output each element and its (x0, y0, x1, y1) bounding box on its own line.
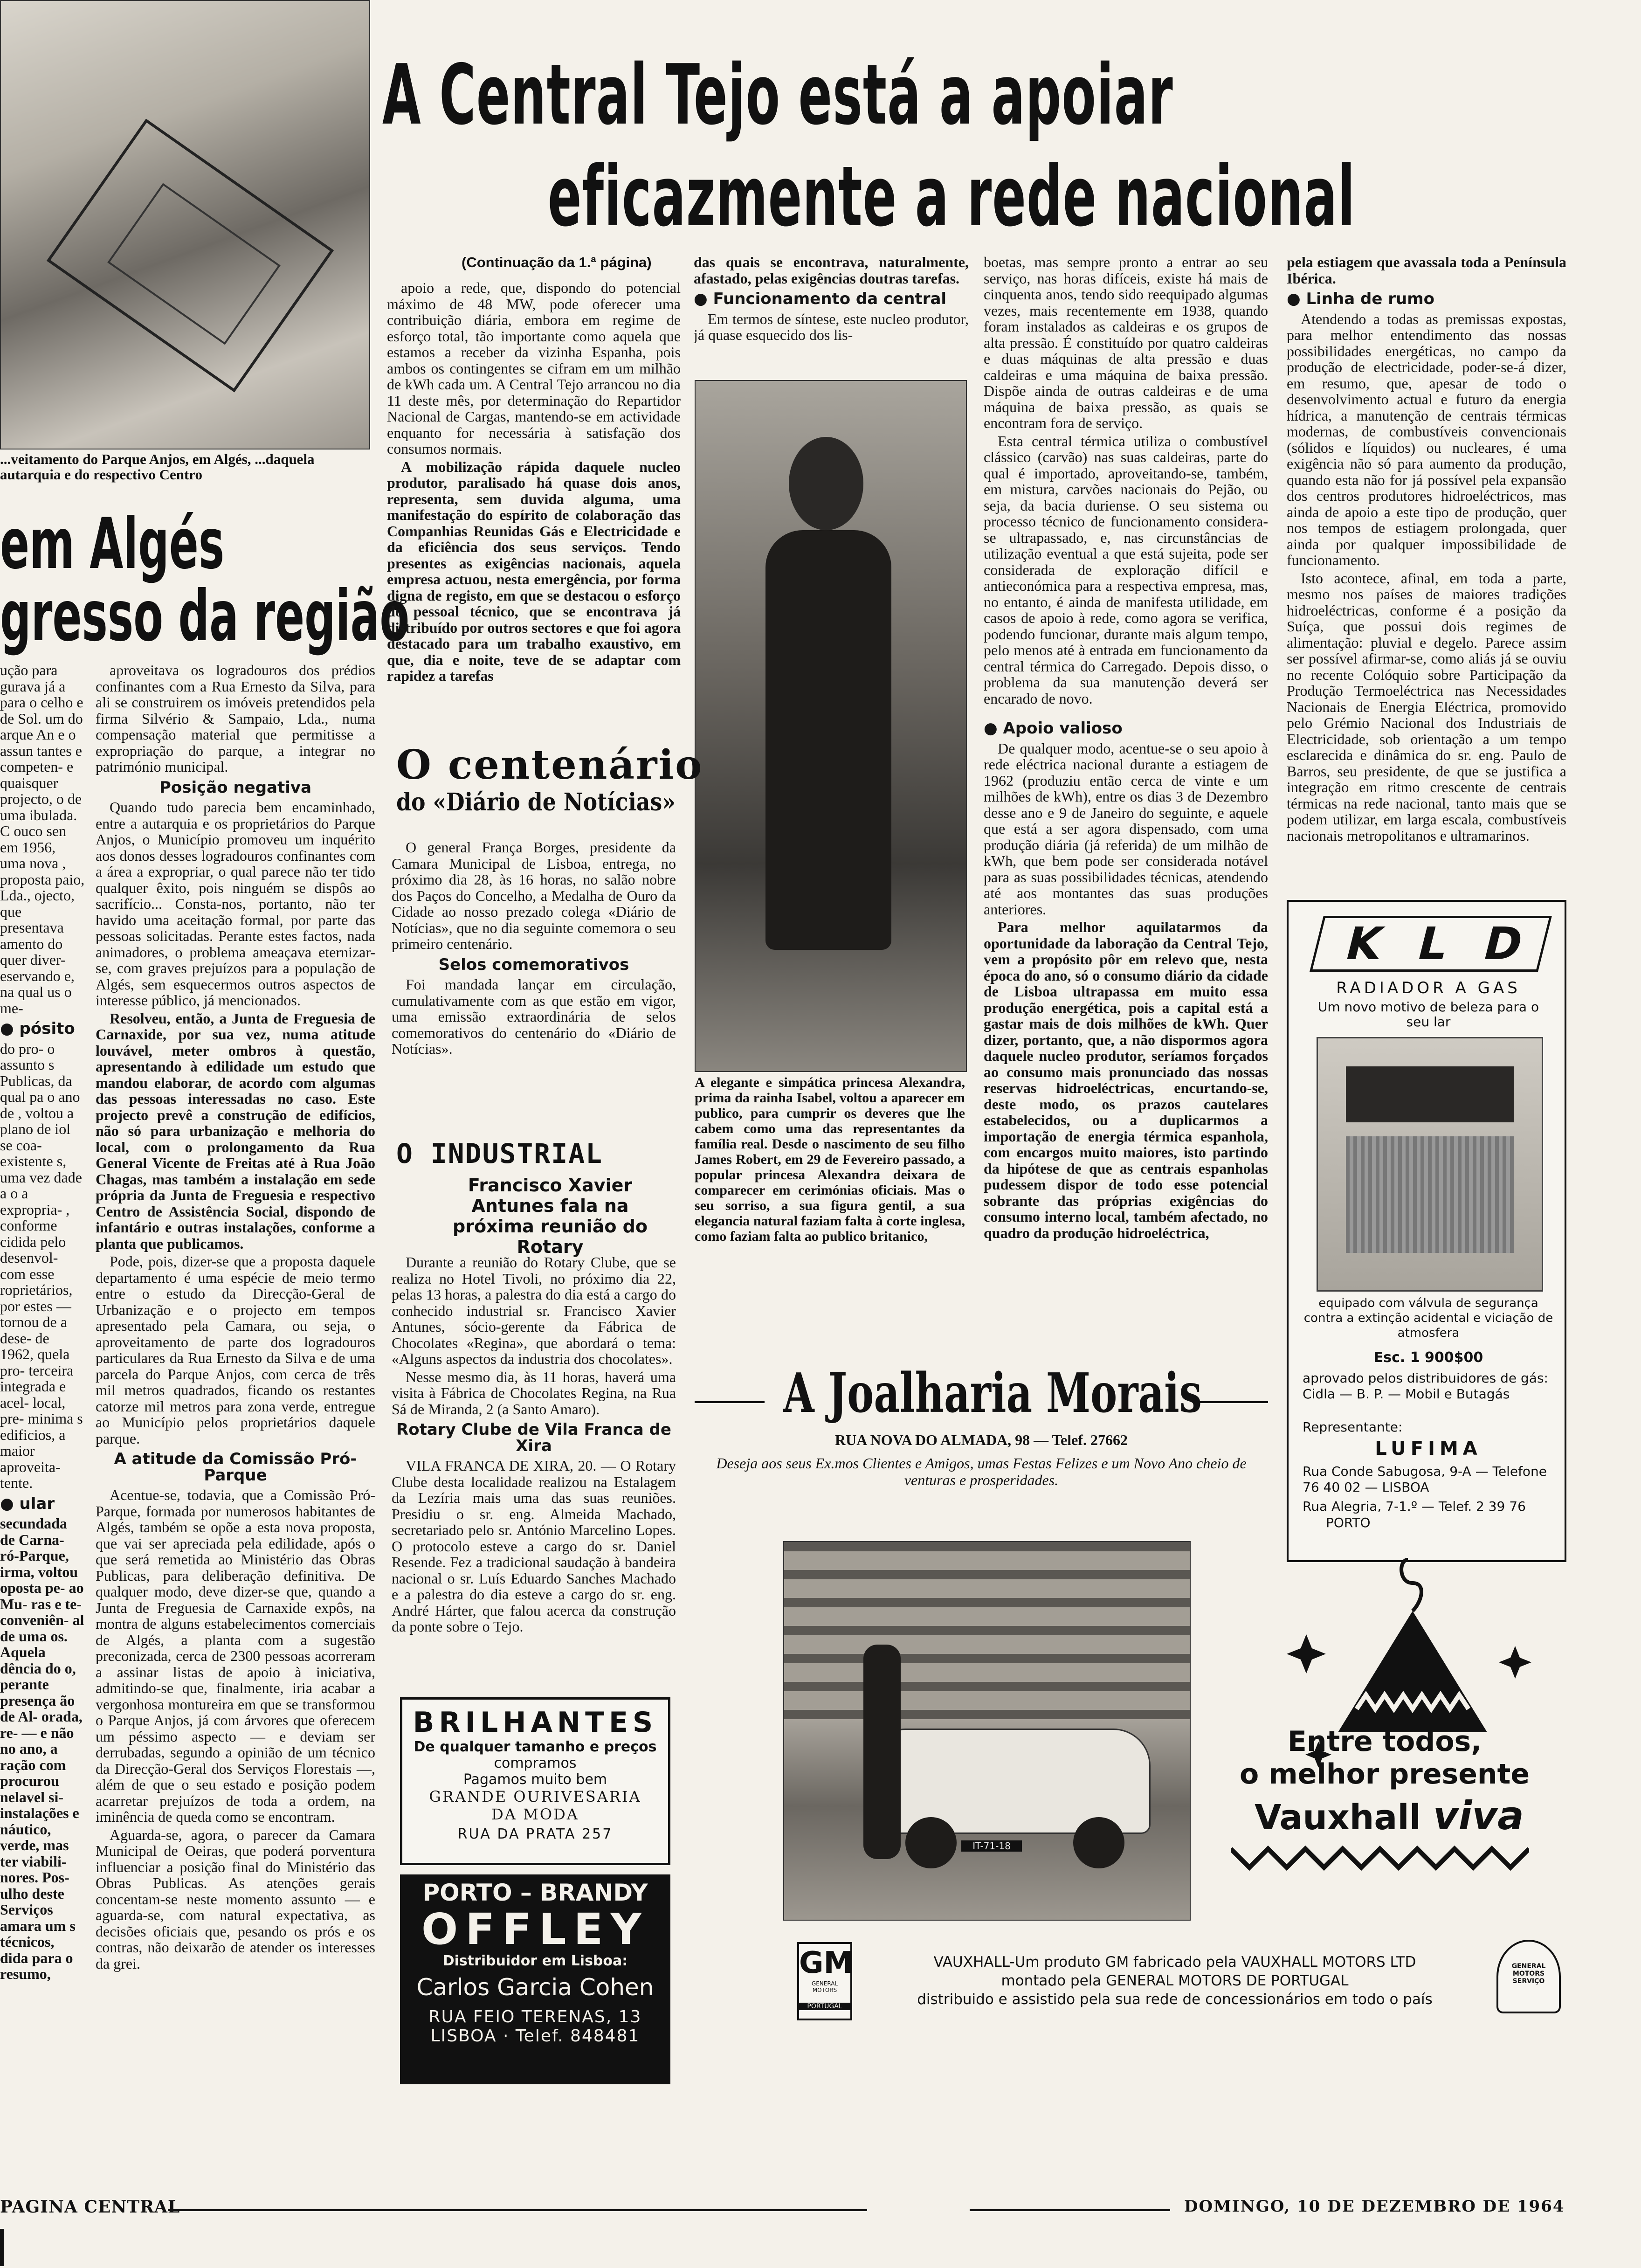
offley-line3: Distribuidor em Lisboa: (442, 1953, 628, 1969)
main-headline-line2: eficazmente a rede nacional (548, 148, 1356, 245)
offley-line1: PORTO – BRANDY (422, 1879, 648, 1906)
brilhantes-title: BRILHANTES (413, 1706, 658, 1739)
joalharia-rule-left (695, 1401, 765, 1403)
offley-line5: RUA FEIO TERENAS, 13 (428, 2007, 642, 2026)
kld-logo (1310, 916, 1566, 972)
vauxhall-ad (783, 1541, 1566, 2175)
central-tejo-column-2 (694, 254, 969, 371)
central-tejo-para-1: apoio a rede, que, dispondo do potencial máximo de 48 MW, pode oferecer uma contribuição diária, embora em regime de esforço total, tão importante como aquela que estamos a receber da vizinha Espanha, pois ambos os contingentes se cifram em um milhão de kWh cada um. A Central Tejo arrancou no dia 11 deste mês, por determinação do Repartidor Nacional de Cargas, mantendo-se em actividade enquanto for necessária à satisfação dos consumos normais. (387, 280, 681, 457)
alges-para-6: Aguarda-se, agora, o parecer da Camara Municipal de Oeiras, que poderá porventura influenciar a posição final do Ministério das Obras Publicas. As atenções gerais concentam-se neste momento assunto — e aguarda-se, com natural expectativa, as decisões oficiais que, pesando os prós e os contras, não deixarão de atender os interesses da grei. (96, 1826, 375, 1972)
alges-para-5: Acentue-se, todavia, que a Comissão Pró-Parque, formada por numerosos habitantes de Algés, também se opõe a esta nova proposta, que vai ser apreciada pela edilidade, após o que será remetida ao Ministério das Obras Publicas, para deliberação definitiva. De qualquer modo, deve dizer-se que, quando a Junta de Freguesia de Carnaxide expôs, na montra de alguns estabelecimentos comerciais de Algés, a planta com a sugestão preconizada, cerca de 2300 pessoas acorreram a assinar listas de apoio à iniciativa, admitindo-se que, finalmente, iria acabar a vergonhosa montureira em que se transformou o Parque Anjos, já com árvores que oferecem um péssimo aspecto — e deviam ser derrubadas, segundo a opinião de um técnico da Direcção-Geral dos Serviços Florestais —, além de que o seu estado e posição podem acarretar prejuízos de toda a ordem, na iminência de queda como se encontram. (96, 1487, 375, 1825)
alges-subhead-atitude: A atitude da Comissão Pró-Parque (114, 1450, 357, 1485)
gm-logo-small: GENERAL MOTORS (811, 1980, 838, 1993)
brilhantes-line1: De qualquer tamanho e preços (414, 1739, 657, 1755)
kld-radiator-image (1317, 1037, 1543, 1292)
industrial-para-2: Nesse mesmo dia, às 11 horas, haverá uma visita à Fábrica de Chocolates Regina, na Rua Sá de Miranda, 2 (a Santo Amaro). (392, 1368, 676, 1418)
footer-section-label: PAGINA CENTRAL (0, 2197, 180, 2217)
subhead-linha: ● Linha de rumo (1287, 291, 1566, 307)
fragment-subhead-1: ● pósito (0, 1021, 85, 1037)
kld-city: PORTO (1326, 1515, 1371, 1530)
offley-line4: Carlos Garcia Cohen (416, 1974, 654, 2001)
left-fragment-column (0, 662, 85, 2145)
industrial-para-3: VILA FRANCA DE XIRA, 20. — O Rotary Clube desta localidade realizou na Estalagem da Lezíria mais uma das suas reuniões. Presidiu o sr. eng. Almeida Machado, secretariado pelo sr. António Marcelino Lopes. O protocolo esteve a cargo do sr. Daniel Resende. Fez a tradicional saudação à bandeira nacional o sr. Luís Eduardo Sanches Machado e a palestra do dia esteve a cargo do sr. eng. André Hárter, que falou acerca da construção da ponte sobre o Tejo. (392, 1457, 676, 1635)
kld-spec: equipado com válvula de segurança contra a extinção acidental e viciação de atmosfera (1303, 1296, 1553, 1340)
princess-alexandra-photo (695, 380, 967, 1072)
vauxhall-footer-2: montado pela GENERAL MOTORS DE PORTUGAL (1001, 1972, 1349, 1989)
central-tejo-col4-top: pela estiagem que avassala toda a Península Ibérica. (1287, 254, 1566, 287)
offley-line6: LISBOA · Telef. 848481 (430, 2026, 640, 2046)
alges-para-3: Resolveu, então, a Junta de Freguesia de Carnaxide, por sua vez, numa atitude louvável, meter ombros à questão, apresentando à edilidade um estudo que mandou elaborar, de acordo com algumas das pessoas interessadas no caso. Este projecto prevê a construção de edifícios, não só para urbanização e melhoria do local, com o prolongamento da Rua General Vicente de Freitas até à Rua João Chagas, mas também a instalação em sede própria da Junta de Freguesia e respectivo Centro de Assistência Social, dispondo de infantário e outras instalações, conforme a planta que publicamos. (96, 1010, 375, 1252)
vauxhall-brand-name: Vauxhall (1255, 1798, 1421, 1838)
kld-price: Esc. 1 900$00 (1373, 1349, 1483, 1366)
gm-logo-country: PORTUGAL (799, 2003, 850, 2010)
gm-service-seal (1496, 1940, 1561, 2013)
brilhantes-line4: GRANDE OURIVESARIA (429, 1788, 641, 1805)
alges-para-2: Quando tudo parecia bem encaminhado, entre a autarquia e os proprietários do Parque Anjos, o Município promoveu um inquérito aos donos desses logradouros confinantes com a área a expropriar, o qual parece não ter tido qualquer êxito, pois ninguém se dispôs ao sacrifício... Consta-nos, portanto, não ter havido uma aceitação formal, por parte das pessoas solicitadas. Perante estes factos, nada animadores, o problema ameaçava eternizar-se, com graves prejuízos para a população de Algés, sem esquecermos outros aspectos de interesse público, já mencionados. (96, 799, 375, 1009)
fragment-text-2: do pro- o assunto s Publicas, da qual pa o ano de , voltou a plano de iol se coa- existente s, uma vez dade a o a expropria- , conforme cidida pelo desenvol- com esse roprietários, por estes — tornou de a dese- de 1962, quela pro- terceira integrada e acel- local, pre- minima s edificios, a maior aproveita- tente. (0, 1040, 83, 1491)
left-headline-line1: em Algés (0, 504, 225, 585)
centenario-column (392, 839, 676, 1128)
centenario-subhead: Selos comemorativos (438, 955, 629, 974)
vauxhall-ornament-base (1231, 1844, 1529, 1872)
central-tejo-para-2: A mobilização rápida daquele nucleo produtor, paralisado há quase dois anos, representa, sem duvida alguma, uma manifestação do espírito de colaboração das Companhias Reunidas Gás e Electricidade e da eficiência dos seus serviços. Tendo presentes as exigências nacionais, aquela empresa actuou, nesta emergência, por forma digna de registo, em que se destacou o esforço do pessoal técnico, que se encontrava já distribuído por outros sectores e que foi agora destacado para um trabalho exaustivo, em que, dia e noite, teve de se adaptar com rapidez a tarefas (387, 458, 681, 684)
alges-para-1: aproveitava os logradouros dos prédios confinantes com a Rua Ernesto da Silva, para ali se construirem os imóveis pretendidos pela firma Silvério & Sampaio, Lda., numa compensação material que permitisse a expropriação do parque, a integrar no património municipal. (96, 662, 375, 775)
centenario-subtitle: do «Diário de Notícias» (396, 788, 676, 816)
princess-caption: A elegante e simpática princesa Alexandra, prima da rainha Isabel, voltou a aparecer em publico, para cumprir os deveres que lhe cabem como uma das representantes da família real. Desde o nascimento de seu filho James Robert, em 29 de Fevereiro passado, a popular princesa Alexandra deixara de comparecer em cerimónias oficiais. Mas o seu sorriso, a sua figura gentil, a sua elegancia natural faziam falta à corte inglesa, como faziam falta ao publico britanico, (695, 1075, 965, 1244)
central-tejo-col3-para-3: De qualquer modo, acentue-se o seu apoio à rede eléctrica nacional durante a estiagem de 1962 (produziu então cerca de vinte e um milhões de kWh), entre os dias 3 de Dezembro desse ano e 9 de Janeiro do seguinte, e aquele que está a ser agora dispensado, com uma produção diária (já referida) de um milhão de kWh, que bem pode ser considerada notável para as suas possibilidades técnicas, atendendo até aos montantes das suas produções anteriores. (984, 740, 1268, 918)
parque-anjos-caption: ...veitamento do Parque Anjos, em Algés, ...daquela autarquia e do respectivo Centro (0, 451, 315, 483)
subhead-apoio: ● Apoio valioso (984, 720, 1268, 737)
kld-rep-label: Representante: (1303, 1419, 1403, 1435)
footer-date: DOMINGO, 10 DE DEZEMBRO DE 1964 (1184, 2197, 1565, 2216)
joalharia-address: RUA NOVA DO ALMADA, 98 — Telef. 27662 (835, 1431, 1128, 1448)
fragment-subhead-2: ● ular (0, 1496, 85, 1512)
kld-distributors: aprovado pelos distribuidores de gás: Cidla — B. P. — Mobil e Butagás (1303, 1370, 1548, 1402)
central-tejo-col3-para-4: Para melhor aquilatarmos da oportunidade da laboração da Central Tejo, vem a propósito pôr em relevo que, nesta época do ano, só o consumo diário da cidade de Lisboa ultrapassa em muito essa produção energética, pois a capital está a gastar mais de dois milhões de kWh. Quer dizer, portanto, que, a não dispormos agora daquele nucleo produtor, seríamos forçados ao consumo mais pronunciado das nossas reservas hidroeléctricas, encurtando-se, deste modo, os prazos cautelares estabelecidos, ou a duplicarmos a importação de energia térmica espanhola, com encargos muito maiores, isto partindo da hipótese de que as centrais espanholas pudessem dispor de todo esse potencial sobrante das próprias exigências do consumo interno local, também afectado, no quadro da produção hidroeléctrica, (984, 919, 1268, 1241)
rotary-vila-franca-subhead: Rotary Clube de Vila Franca de Xira (396, 1420, 671, 1455)
joalharia-wish: Deseja aos seus Ex.mos Clientes e Amigos, umas Festas Felizes e um Novo Ano cheio de venturas e prosperidades. (716, 1455, 1247, 1488)
kld-logo-text: KLD (1340, 918, 1566, 970)
vauxhall-line2: o melhor presente (1239, 1758, 1530, 1791)
central-tejo-column-4 (1287, 254, 1566, 898)
central-tejo-col4-para-2: Isto acontece, afinal, em toda a parte, mesmo nos países de maiores tradições hidroeléctricas, conforme é a posição da Suíça, que possui dois regimes de alimentação: pluvial e degelo. Parece assim ser possível afirmar-se, como aliás já se ouviu no recente Colóquio sobre Participação da Produção Termoeléctrica nas Necessidades Nacionais de Energia Eléctrica, promovido pelo Grémio Nacional dos Industriais de Electricidade, sob orientação a um tempo esclarecida e dinâmica do sr. eng. Paulo de Barros, seu presidente, de que se justifica a integração em ritmo crescente de centrais térmicas na rede nacional, tanto mais que se podem utilizar, em larga escala, combustíveis nacionais metropolitanos e ultramarinos. (1287, 569, 1566, 844)
fragment-text-3: secundada de Carna- ró-Parque, irma, voltou oposta pe- ao Mu- ras e te- conveniên- al de uma os. Aquela dência do o, perante presença ão de Al- orada, re- — e não no ano, a ração com procurou nelavel si- instalações e náutico, verde, mas ter viabili- nores. Pos- ulho deste Serviços amara um s técnicos, dida para o resumo, (0, 1515, 84, 1982)
central-tejo-col2-text: Em termos de síntese, este nucleo produtor, já quase esquecido dos lis- (694, 310, 969, 343)
central-tejo-column-3 (984, 254, 1268, 1345)
centenario-title: O centenário (396, 741, 703, 788)
brilhantes-line5: DA MODA (491, 1805, 579, 1823)
brilhantes-line6: RUA DA PRATA 257 (457, 1826, 613, 1842)
vauxhall-line1: Entre todos, (1287, 1725, 1482, 1758)
kld-address-lisboa: Rua Conde Sabugosa, 9-A — Telefone 76 40 02 — LISBOA (1303, 1464, 1547, 1495)
central-tejo-column-1 (387, 280, 681, 718)
joalharia-title: A Joalharia Morais (783, 1362, 1202, 1425)
footer-rule-left (168, 2209, 867, 2211)
license-plate: IT-71-18 (961, 1840, 1022, 1852)
industrial-column (392, 1254, 676, 1683)
central-tejo-col3-para-1: boetas, mas sempre pronto a entrar ao seu serviço, nas horas difíceis, existe há mais de cinquenta anos, tendo sido reequipado algumas vezes, mais recentemente em 1938, quando foram instalados as caldeiras e os grupos de alta pressão. É constituído por quatro caldeiras e duas máquinas de alta pressão e duas caldeiras e uma máquina de baixa pressão. Dispõe ainda de outras caldeiras e de uma máquina de baixa pressão, as quais se encontram fora de serviço. (984, 254, 1268, 431)
kld-rep-name: LUFIMA (1375, 1438, 1482, 1459)
fragment-text-1: ução para gurava já a para o celho e de Sol. um do arque An e o assun tantes e competen- e quaisquer projecto, o de uma ibulada. C ouco sen em 1956, uma nova , proposta paio, Lda., ojecto, que presentava amento do quer diver- eservando e, na qual us o me- (0, 662, 85, 1016)
continuation-note: (Continuação da 1.ª página) (462, 254, 652, 270)
alges-subhead-posicao: Posição negativa (159, 778, 312, 797)
central-tejo-col2-top: das quais se encontrava, naturalmente, afastado, pelas exigências doutras tarefas. (694, 254, 969, 287)
industrial-subhead: Francisco Xavier Antunes fala na próxima reunião do Rotary (453, 1175, 648, 1257)
gm-logo-text: GM (799, 1946, 854, 1980)
brilhantes-line3: Pagamos muito bem (463, 1771, 607, 1788)
kld-tagline: Um novo motivo de beleza para o seu lar (1317, 999, 1539, 1030)
vauxhall-brand (1212, 1793, 1566, 1839)
brilhantes-ad (400, 1697, 670, 1865)
kld-ad (1287, 900, 1566, 1562)
alges-para-4: Pode, pois, dizer-se que a proposta daquele departamento é uma espécie de meio termo entre o estudo da Direcção-Geral de Urbanização e o projecto em tempos apresentado pela Camara, ou seja, o aproveitamento de parte dos logradouros particulares da Rua Ernesto da Silva e de uma parcela do Parque Anjos, com cerca de três mil metros quadrados, ficando os restantes catorze mil metros para zona verde, entregue ao Município pelos proprietários daquele parque. (96, 1253, 375, 1447)
centenario-para-1: O general França Borges, presidente da Camara Municipal de Lisboa, entrega, no próximo dia 28, às 16 horas, no salão nobre dos Paços do Concelho, a Medalha de Ouro da Cidade ao nosso prezado colega «Diário de Notícias», que no dia seguinte comemora o seu primeiro centenário. (392, 839, 676, 952)
vauxhall-footer-3: distribuido e assistido pela sua rede de concessionários em todo o país (917, 1991, 1433, 2008)
footer-rule-right (970, 2209, 1170, 2211)
centenario-para-2: Foi mandada lançar em circulação, cumulativamente com as que estão em vigor, uma emissão extraordinária de selos comemorativos do centenário do «Diário de Notícias». (392, 976, 676, 1057)
brilhantes-line2: compramos (494, 1755, 577, 1771)
offley-line2: OFFLEY (421, 1904, 649, 1954)
joalharia-rule-right (1198, 1401, 1268, 1403)
alges-column (96, 662, 375, 2159)
joalharia-ad (695, 1343, 1268, 1511)
industrial-title: O INDUSTRIAL (396, 1138, 603, 1169)
vauxhall-model-name: viva (1433, 1793, 1524, 1839)
kld-product: RADIADOR A GAS (1336, 979, 1521, 997)
central-tejo-col4-para-1: Atendendo a todas as premissas expostas, para melhor entendimento das nossas possibilidades energéticas, no campo da produção de electricidade, poder-se-á dizer, em resumo, que, apesar de todo o desenvolvimento actual e futuro da energia hídrica, a manutenção de centrais térmicas modernas, de combustíveis convencionais (sólidos e líquidos) ou nucleares, é uma exigência não só para aumento da produção, quando esta não for já possível pela expansão dos centros produtores hidroeléctricos, mas ainda de apoio a este tipo de produção, quer nos tempos de estiagem prolongada, quer ainda por qualquer impossibilidade de funcionamento. (1287, 310, 1566, 568)
left-headline-line2: gresso da região (0, 576, 410, 657)
subhead-funcionamento: ● Funcionamento da central (694, 291, 969, 307)
vauxhall-photo (783, 1541, 1191, 1921)
central-tejo-col3-para-2: Esta central térmica utiliza o combustível clássico (carvão) nas suas caldeiras, parte do qual é importado, aproveitando-se, também, em mistura, carvões nacionais do Pejão, ou seja, da bacia duriense. O seu sistema ou processo técnico de funcionamento considera-se ultrapassado, e, nas circunstâncias de utilização eventual a que está sujeita, pode ser considerada de exploração difícil e antieconómica para a respectiva empresa, mas, no entanto, é ainda de manifesta utilidade, em casos de apoio à rede, como agora se verifica, podendo funcionar, durante mais algum tempo, pelo menos até à entrada em funcionamento da central térmica do Carregado. Depois disso, o problema da sua manutenção deverá ser encarado de novo. (984, 432, 1268, 707)
kld-address-porto: Rua Alegria, 7-1.º — Telef. 2 39 76 (1303, 1499, 1526, 1514)
gm-service-seal-text: GENERAL MOTORS SERVIÇO (1511, 1963, 1546, 1985)
gm-logo (797, 1942, 852, 2020)
parque-anjos-photo (0, 0, 370, 449)
bottom-edge-mark (0, 2229, 4, 2266)
main-headline-line1: A Central Tejo está a apoiar (382, 47, 1173, 143)
offley-ad (400, 1874, 670, 2084)
industrial-para-1: Durante a reunião do Rotary Clube, que se realiza no Hotel Tivoli, no próximo dia 22, pelas 13 horas, a palestra do dia está a cargo do conhecido industrial sr. Francisco Xavier Antunes, sócio-gerente da Fábrica de Chocolates «Regina», que abordará o tema: «Alguns aspectos da industria dos chocolates». (392, 1254, 676, 1367)
vauxhall-footer-1: VAUXHALL-Um produto GM fabricado pela VAUXHALL MOTORS LTD (933, 1954, 1416, 1971)
